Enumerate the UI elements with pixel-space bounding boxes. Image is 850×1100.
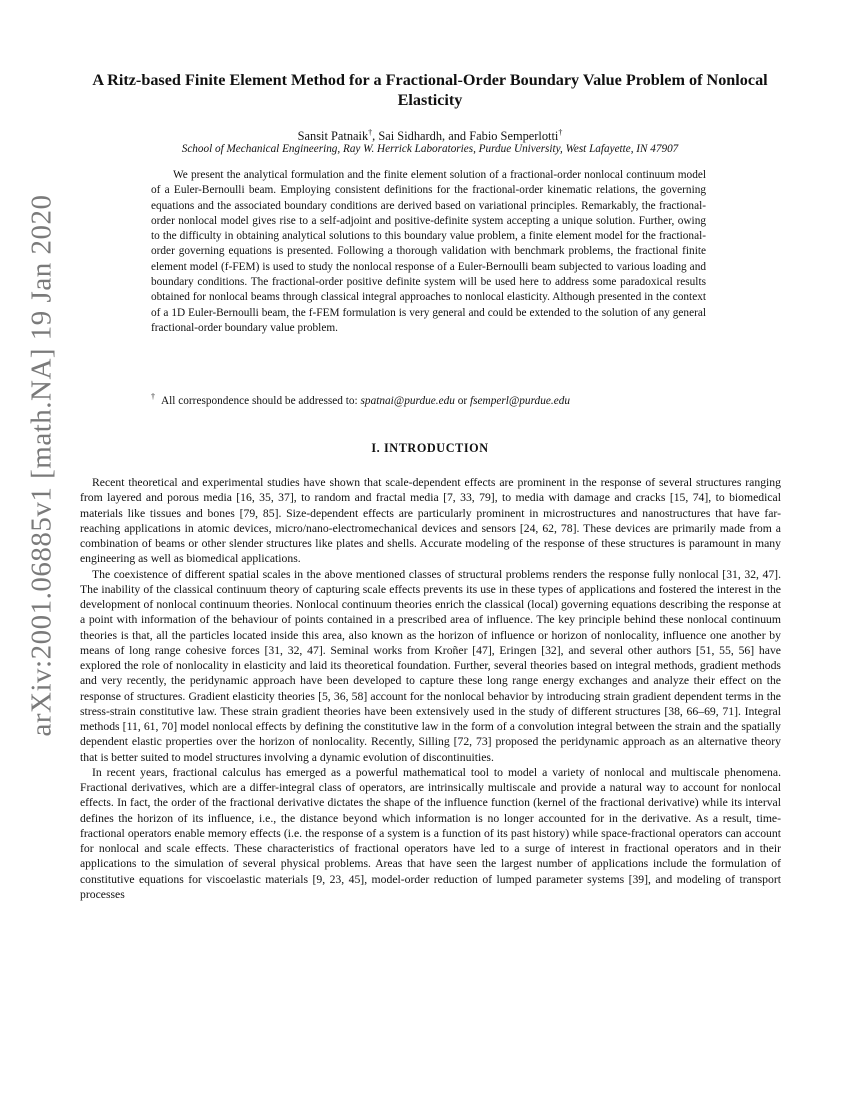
arxiv-stamp <box>14 194 70 736</box>
section-heading: I. INTRODUCTION <box>371 441 489 455</box>
correspondence-mark: † <box>368 128 373 137</box>
paper-title: A Ritz-based Finite Element Method for a Fractional-Order Boundary Value Problem of Nonlocal Elasticity <box>92 71 768 109</box>
author-separator: , and <box>442 129 470 144</box>
paragraph: The coexistence of different spatial scales in the above mentioned classes of structural problems renders the response fully nonlocal [31, 32, 47]. The inability of the classical continuum theory of capturing scale effects prevents its use in these types of applications and fostered the interest in the development of nonlocal continuum theories. Nonlocal continuum theories enrich the classical (local) governing equations describing the response at a point with information of the behaviour of points contained in a prescribed area of influence. The key principle behind these nonlocal continuum theories is that, all the particles located inside this area, also known as the horizon of influence or horizon of nonlocality, influence one another by means of long range cohesive forces [31, 32, 47]. Seminal works from Kroñer [47], Eringen [32], and several other authors [51, 55, 56] have explored the role of nonlocality in elasticity and laid its theoretical foundation. Further, several theories based on integral methods, gradient methods and very recently, the peridynamic approach have been developed to capture these long range energy exchanges and analyze their effect on the response of structures. Gradient elasticity theories [5, 36, 58] account for the nonlocal behavior by introducing strain gradient dependent terms in the stress-strain constitutive law. These strain gradient theories have been extensively used in the study of different structures [38, 66–69, 71]. Integral methods [11, 61, 70] model nonlocal effects by defining the constitutive law in the form of a convolution integral between the strain and the spatially dependent elastic properties over the horizon of nonlocality. Recently, Silling [72, 73] proposed the peridynamic approach as an alternative theory that is better suited to model structures involving a dynamic evolution of discontinuities. <box>80 567 781 764</box>
footnote-text: All correspondence should be addressed to: <box>161 394 361 407</box>
author-name: Sansit Patnaik <box>297 129 369 144</box>
author-name: Sai Sidhardh <box>378 129 443 144</box>
correspondence-mark: † <box>558 128 563 137</box>
author-name: Fabio Semperlotti <box>469 129 559 144</box>
email-link[interactable]: spatnai@purdue.edu <box>360 394 455 407</box>
paragraph: In recent years, fractional calculus has emerged as a powerful mathematical tool to model a variety of nonlocal and multiscale phenomena. Fractional derivatives, which are a differ-integral class of operators, are intrinsically multiscale and provide a natural way to account for nonlocal effects. In fact, the order of the fractional derivative dictates the shape of the influence function (kernel of the fractional derivative) while its interval defines the horizon of its influence, i.e., the distance beyond which information is no longer accounted for in the derivative. As a result, time-fractional operators enable memory effects (i.e. the response of a system is a function of its past history) while space-fractional operators can account for nonlocal and scale effects. These characteristics of fractional operators have led to a surge of interest in fractional operators and in their applications to the simulation of several physical problems. Areas that have seen the largest number of applications include the formulation of constitutive equations for viscoelastic materials [9, 23, 45], model-order reduction of lumped parameter systems [39], and modeling of transport processes <box>80 765 781 901</box>
author-separator: , <box>372 129 379 144</box>
author-affiliation: School of Mechanical Engineering, Ray W. Herrick Laboratories, Purdue University, West Lafayette, IN 47907 <box>181 143 679 155</box>
abstract <box>151 168 706 336</box>
paragraph: Recent theoretical and experimental studies have shown that scale-dependent effects are prominent in the response of several structures ranging from layered and porous media [16, 35, 37], to random and fractal media [7, 33, 79], to media with damage and cracks [15, 74], to biomedical materials like tissues and bones [79, 85]. Size-dependent effects are particularly prominent in microstructures and nanostructures that have far-reaching applications in atomic devices, micro/nano-electromechanical devices and sensors [24, 62, 78]. These devices are primarily made from a combination of beams or other slender structures like plates and shells. Accurate modeling of the response of these structures is paramount in many engineering as well as biomedical applications. <box>80 476 781 566</box>
correspondence-footnote <box>151 389 711 409</box>
arxiv-identifier[interactable]: arXiv:2001.06885v1 [math.NA] 19 Jan 2020 <box>25 194 58 736</box>
footnote-mark: † <box>151 392 155 401</box>
email-link[interactable]: fsemperl@purdue.edu <box>469 394 571 407</box>
abstract-text: We present the analytical formulation and the finite element solution of a fractional-order nonlocal continuum model of a Euler-Bernoulli beam. Employing consistent definitions for the fractional-order kinematic relations, the governing equations and the associated boundary conditions are derived based on variational principles. Remarkably, the fractional-order nonlocal model gives rise to a self-adjoint and positive-definite system accepting a unique solution. Further, owing to the difficulty in obtaining analytical solutions to this boundary value problem, a finite element model for the fractional-order governing equations is presented. Following a thorough validation with benchmark problems, the fractional finite element model (f-FEM) is used to study the nonlocal response of a Euler-Bernoulli beam subjected to various loading and boundary conditions. The fractional-order positive definite system will be used here to address some paradoxical results obtained for nonlocal beams through classical integral approaches to nonlocal elasticity. Although presented in the context of a 1D Euler-Bernoulli beam, the f-FEM formulation is very general and could be extended to the solution of any general fractional-order boundary value problem. <box>151 169 706 334</box>
introduction-body <box>80 475 781 902</box>
footnote-or: or <box>454 394 470 407</box>
